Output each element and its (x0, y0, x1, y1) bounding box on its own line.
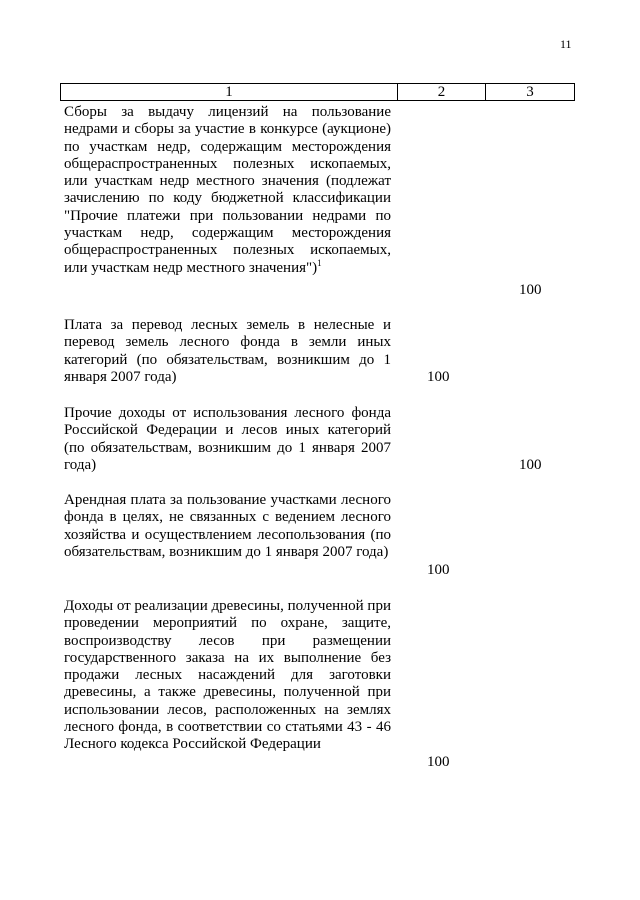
table-row-land-transfer-fee (64, 317, 391, 386)
row-value-col3: 100 (519, 457, 542, 473)
row-value-col2: 100 (427, 369, 450, 385)
row-description: Арендная плата за пользование участками лесного фонда в целях, не связанных с ведением лесного хозяйства и осуществлением лесопользования (по обязательствам, возникшим до 1 января 2007 года) (64, 492, 391, 560)
row-description: Сборы за выдачу лицензий на пользование недрами и сборы за участие в конкурсе (аукционе) по участкам недр, содержащим месторождения общераспространенных полезных ископаемых, или участкам недр местного значения (подлежат зачислению по коду бюджетной классификации "Прочие платежи при пользовании недрами по участкам недр, содержащим месторождения общераспространенных полезных ископаемых, или участкам недр местного значения")$^1$ (64, 104, 391, 276)
table-header-row (60, 83, 575, 101)
table-row-licensing-fees (64, 104, 391, 277)
footnote-marker: 1 (317, 257, 322, 268)
table-row-forest-rent (64, 492, 391, 561)
page-number: 11 (560, 37, 572, 51)
column-header-1: 1 (61, 84, 398, 100)
table-row-timber-sales (64, 598, 391, 754)
row-value-col3: 100 (519, 282, 542, 298)
row-description: Доходы от реализации древесины, полученной при проведении мероприятий по охране, защите, воспроизводству лесов при размещении государственного заказа на их выполнение без продажи лесных насаждений для заготовки древесины, а также древесины, полученной при использовании лесов, расположенных на землях лесного фонда, в соответствии со статьями 43 - 46 Лесного кодекса Российской Федерации (64, 598, 391, 753)
column-header-2: 2 (398, 84, 486, 100)
row-value-col2: 100 (427, 754, 450, 770)
row-value-col2: 100 (427, 562, 450, 578)
table-row-other-forest-income (64, 405, 391, 474)
row-description: Плата за перевод лесных земель в нелесные и перевод земель лесного фонда в земли иных категорий (по обязательствам, возникшим до 1 января 2007 года) (64, 317, 391, 385)
row-description: Прочие доходы от использования лесного фонда Российской Федерации и лесов иных категорий (по обязательствам, возникшим до 1 января 2007 года) (64, 405, 391, 473)
column-header-3: 3 (526, 84, 534, 100)
